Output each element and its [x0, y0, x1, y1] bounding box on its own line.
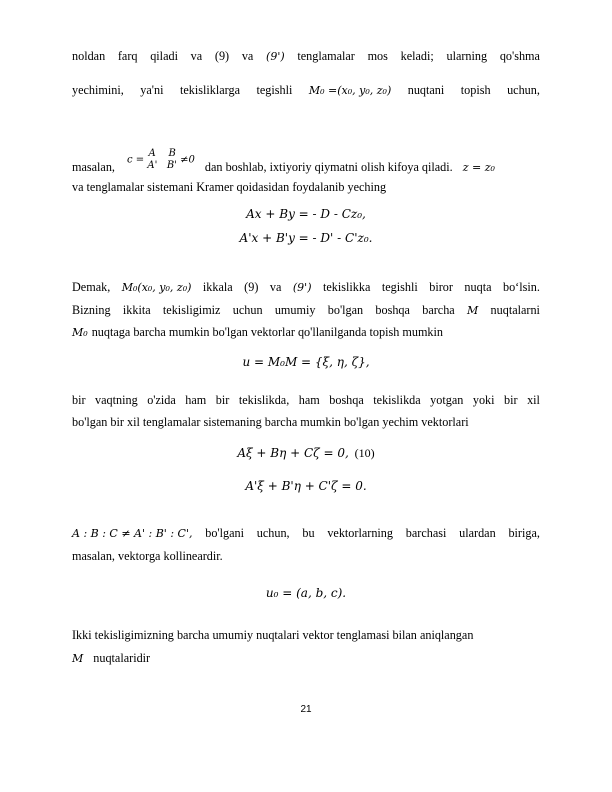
word: tenglamalar [297, 49, 355, 63]
p5-line-1 [72, 627, 540, 643]
word: va [241, 49, 254, 63]
det-a: A [148, 148, 156, 159]
word: tekislikda [373, 393, 421, 407]
word: barcha [422, 303, 455, 317]
equation-2 [0, 230, 612, 246]
word: Bizning [72, 303, 111, 317]
word: bir [504, 393, 518, 407]
word: qiladi [150, 49, 178, 63]
word: xil [527, 393, 540, 407]
word: mos [367, 49, 388, 63]
p2-line-3 [72, 324, 540, 341]
word: uchun [232, 303, 263, 317]
word: farq [117, 49, 138, 63]
word: tekisliklarga [179, 83, 240, 97]
word: barchasi [405, 526, 447, 540]
word: qo'shma [499, 49, 540, 63]
text-run: va tenglamalar sistemani Kramer qoidasidan foydalanib yeching [72, 180, 387, 194]
equation-2-text: A'x + B'y = - D' - C'z₀. [239, 231, 373, 245]
word: nuqtalarni [490, 303, 540, 317]
p2-line-2 [72, 302, 540, 319]
p4-line-1 [72, 525, 540, 542]
text-run: Ikki tekisligimizning barcha umumiy nuqtalari vektor tenglamasi bilan aniqlangan [72, 628, 474, 642]
word: ularning [446, 49, 488, 63]
word: ham [298, 393, 320, 407]
p2-line-1 [72, 279, 540, 296]
text-run: masalan, vektorga kollineardir. [72, 549, 223, 563]
point-m0-formula: M₀ =(x₀, y₀, z₀) [308, 84, 392, 97]
word: uchun, [507, 83, 540, 97]
word: ikkala [202, 280, 233, 294]
word: topish [460, 83, 491, 97]
word: biror [429, 280, 453, 294]
p1-line-3 [72, 148, 540, 180]
word: biriga, [508, 526, 540, 540]
word: vektorlarning [327, 526, 393, 540]
equation-10a [0, 445, 612, 461]
equation-1-text: Ax + By = - D - Cz₀, [246, 207, 366, 221]
det-a2: A' [147, 160, 158, 171]
equation-3 [0, 354, 612, 370]
word: vaqtning [95, 393, 138, 407]
ratio-inequality: A : B : C ≠ A' : B' : C', [72, 527, 193, 540]
word: keladi; [400, 49, 434, 63]
p1-line-4 [72, 179, 540, 195]
equation-u0-text: u₀ = (a, b, c). [265, 586, 347, 600]
point-m: M [466, 304, 479, 317]
word: (9) [244, 280, 259, 294]
equation-10a-text: Aξ + Bη + Cζ = 0, [237, 446, 349, 460]
word: ham [185, 393, 207, 407]
word: tegishli [381, 280, 418, 294]
point-m0: M₀ [72, 326, 88, 339]
equation-10b-text: A'ξ + B'η + C'ζ = 0. [245, 479, 367, 493]
word: bir [72, 393, 86, 407]
word: nuqta [464, 280, 492, 294]
word: ikkita [122, 303, 151, 317]
p3-line-2 [72, 414, 540, 430]
z-eq-z0: z = z₀ [462, 160, 495, 174]
p3-line-1 [72, 392, 540, 408]
text-run: dan boshlab, ixtiyoriy qiymatni olish kifoya qiladi. [204, 159, 453, 174]
equation-3-text: u = M₀M = {ξ, η, ζ}, [242, 355, 370, 369]
word: ya'ni [140, 83, 164, 97]
det-ne: ≠0 [180, 154, 195, 166]
word: noldan [72, 49, 106, 63]
word: yoki [472, 393, 495, 407]
word: tekisligimiz [162, 303, 221, 317]
det-lhs: c = [126, 154, 145, 166]
word: va [190, 49, 203, 63]
point-m0: M₀(x₀, y₀, z₀) [121, 281, 192, 294]
text-run: bo'lgan bir xil tenglamalar sistemaning barcha mumkin bo'lgan yechim vektorlari [72, 415, 469, 429]
word: tekislikda, [238, 393, 290, 407]
word: umumiy [274, 303, 316, 317]
equation-ref: (9') [266, 50, 285, 63]
word: bo‘lsin. [502, 280, 540, 294]
word: yechimini, [72, 83, 124, 97]
equation-tag-10: (10) [354, 446, 375, 460]
word: nuqtani [407, 83, 445, 97]
det-matrix [147, 148, 177, 172]
text-run: nuqtalaridir [93, 651, 151, 665]
word: va [269, 280, 282, 294]
page-number: 21 [300, 704, 312, 715]
equation-u0 [0, 585, 612, 601]
determinant-formula [127, 148, 195, 172]
det-b: B [168, 148, 176, 159]
p4-line-2 [72, 548, 540, 564]
word: o'zida [147, 393, 176, 407]
word: boshqa [375, 303, 410, 317]
word: bo'lgan [327, 303, 364, 317]
word: bu [302, 526, 315, 540]
p5-line-2 [72, 650, 540, 667]
word: bo'lgani [205, 526, 244, 540]
equation-10b [0, 478, 612, 494]
word: tegishli [256, 83, 293, 97]
p1-line-1 [72, 48, 540, 65]
equation-ref: (9') [292, 281, 312, 294]
word: masalan, [72, 159, 115, 174]
word: (9) [214, 49, 230, 63]
word: tekislikka [322, 280, 371, 294]
word: ulardan [459, 526, 496, 540]
word: yotgan [430, 393, 464, 407]
word: boshqa [329, 393, 364, 407]
word: Demak, [72, 280, 111, 294]
p1-line-2 [72, 82, 540, 99]
point-m: M [72, 652, 84, 665]
equation-1 [0, 206, 612, 222]
word: uchun, [256, 526, 290, 540]
word: bir [215, 393, 230, 407]
det-b2: B' [166, 160, 177, 171]
text-run: nuqtaga barcha mumkin bo'lgan vektorlar qo'llanilganda topish mumkin [91, 325, 444, 339]
